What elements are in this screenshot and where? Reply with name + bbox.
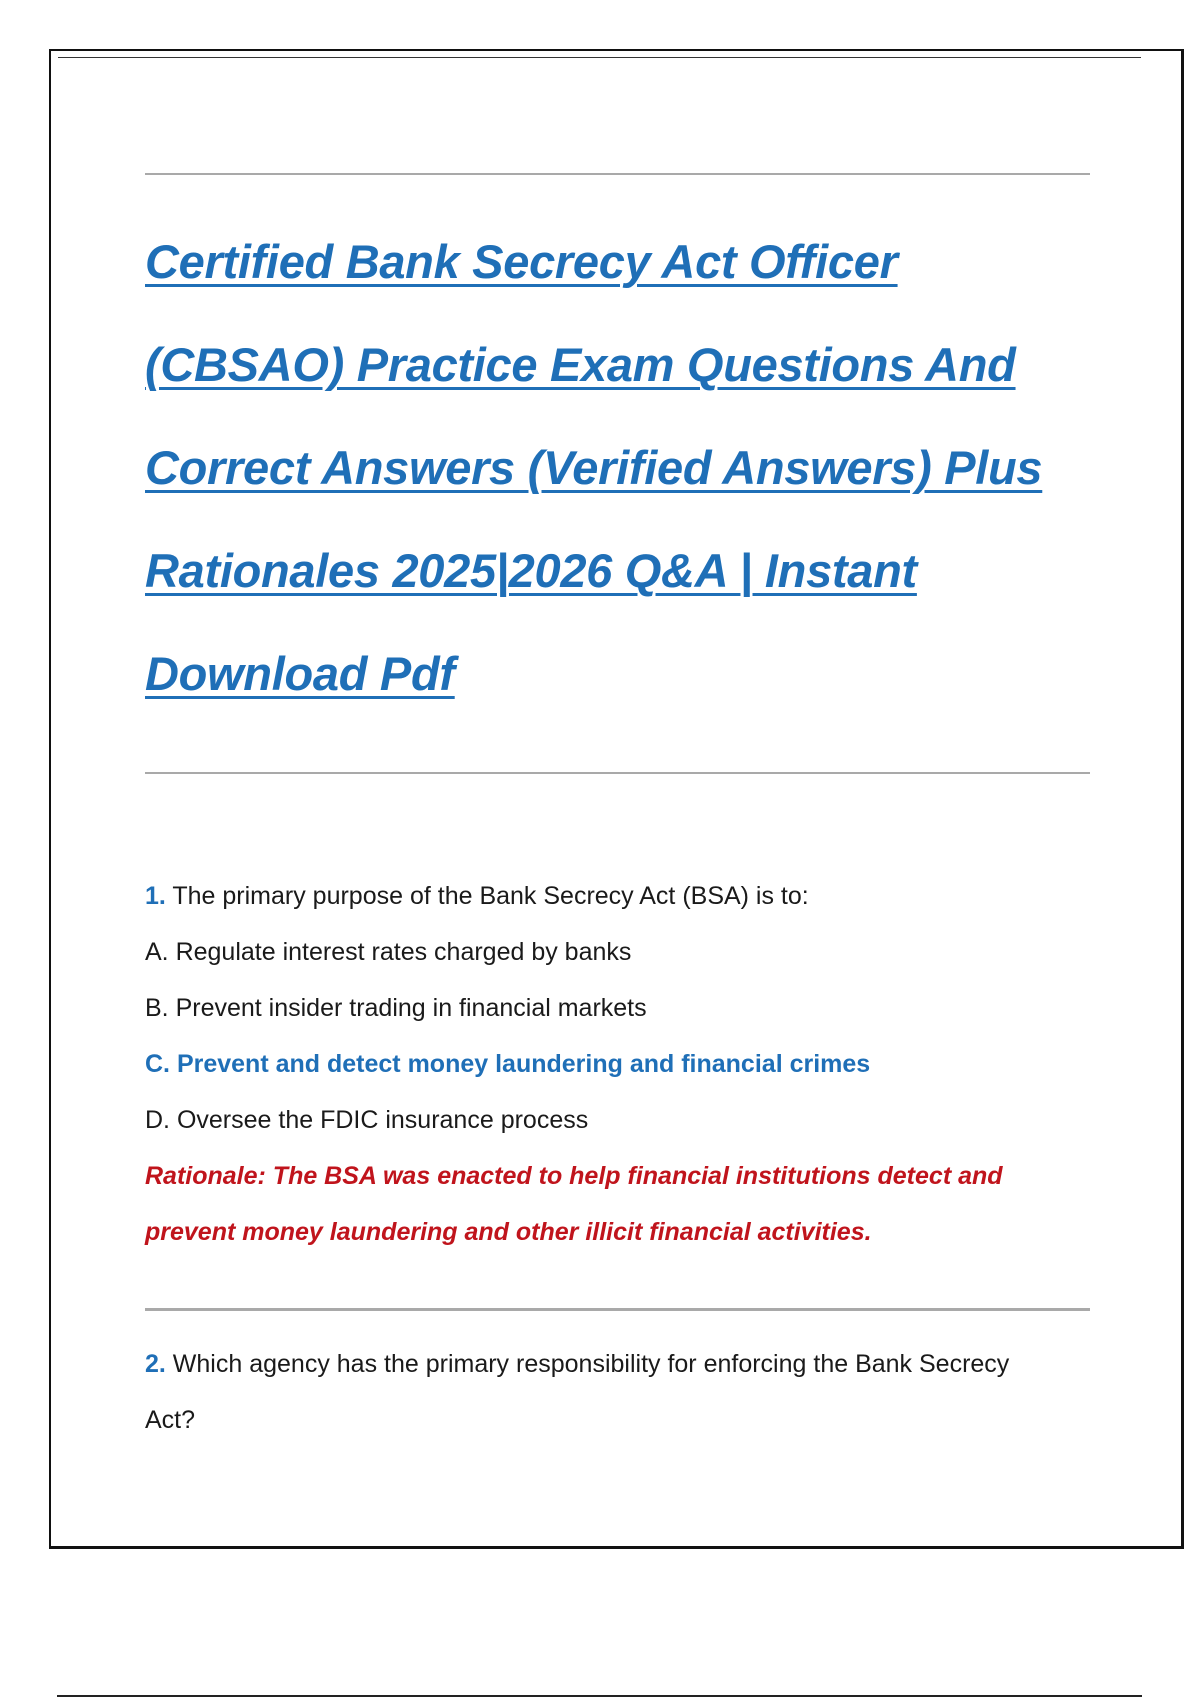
question-1: [145, 868, 1085, 1260]
document-title-link[interactable]: Certified Bank Secrecy Act Officer (CBSAO) Practice Exam Questions And Correct Answers (Verified Answers) Plus Rationales 2025|2026 Q&A | Instant Download Pdf: [145, 235, 1043, 700]
question-1-option-d: D. Oversee the FDIC insurance process: [145, 1106, 589, 1134]
question-2-text: Which agency has the primary responsibility for enforcing the Bank Secrecy Act?: [145, 1350, 1010, 1434]
divider-after-title: [145, 772, 1090, 774]
question-1-option-a: A. Regulate interest rates charged by banks: [145, 938, 632, 966]
question-1-text: The primary purpose of the Bank Secrecy Act (BSA) is to:: [165, 882, 809, 910]
question-1-stem: [145, 868, 1085, 924]
divider-top: [145, 173, 1090, 175]
frame-top-double-line: [58, 57, 1141, 58]
question-1-number: 1.: [145, 882, 166, 910]
question-2-stem: [145, 1336, 1025, 1448]
question-1-rationale: Rationale: The BSA was enacted to help financial institutions detect and prevent money laundering and other illicit financial activities.: [145, 1162, 1003, 1246]
divider-between-questions: [145, 1308, 1090, 1311]
next-page-top-rule: [57, 1695, 1142, 1697]
question-2: [145, 1336, 1085, 1448]
question-2-number: 2.: [145, 1350, 166, 1378]
question-1-option-b: B. Prevent insider trading in financial markets: [145, 994, 647, 1022]
question-1-option-c-correct: C. Prevent and detect money laundering and financial crimes: [145, 1050, 871, 1078]
